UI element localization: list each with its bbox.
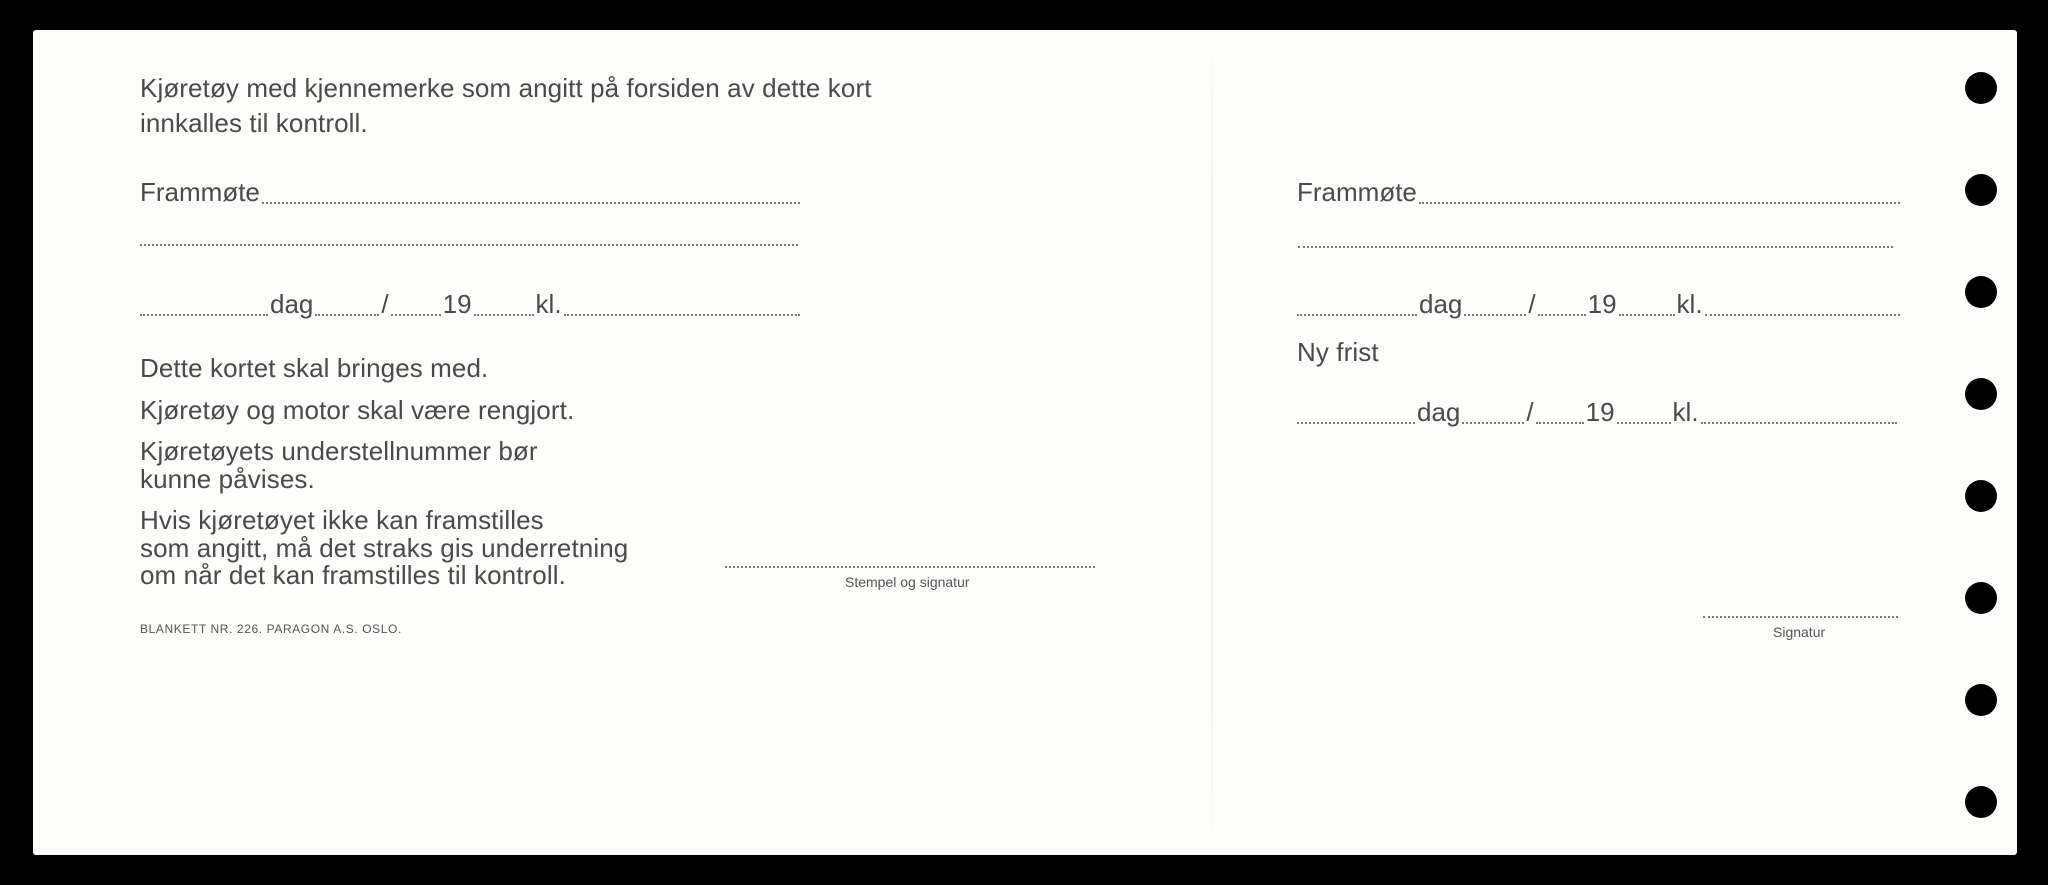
left-month-field[interactable] xyxy=(391,290,441,316)
right-dag-label: dag xyxy=(1419,289,1463,319)
left-day-number-field[interactable] xyxy=(315,290,379,316)
ny-frist-kl-label: kl. xyxy=(1672,397,1699,427)
ny-frist-day-number-field[interactable] xyxy=(1462,398,1524,424)
note-chassis-line-1: Kjøretøyets understellnummer bør xyxy=(140,436,538,466)
left-day-field[interactable] xyxy=(140,290,268,316)
form-footer: BLANKETT NR. 226. PARAGON A.S. OSLO. xyxy=(140,622,402,636)
note-bring-card: Dette kortet skal bringes med. xyxy=(140,353,489,383)
punch-hole xyxy=(1965,786,1997,818)
right-day-field[interactable] xyxy=(1297,290,1417,316)
ny-frist-month-field[interactable] xyxy=(1536,398,1584,424)
intro-line-2: innkalles til kontroll. xyxy=(140,108,368,138)
right-signature-label: Signatur xyxy=(1773,624,1826,640)
left-year-prefix: 19 xyxy=(442,289,472,319)
ny-frist-slash: / xyxy=(1526,397,1534,427)
left-year-field[interactable] xyxy=(474,290,534,316)
left-frammote-field-line2[interactable] xyxy=(140,244,798,246)
right-frammote-row xyxy=(1297,174,1900,210)
inspection-card xyxy=(33,30,2017,855)
intro-line-1: Kjøretøy med kjennemerke som angitt på forsiden av dette kort xyxy=(140,73,872,103)
punch-hole xyxy=(1965,582,1997,614)
right-frammote-field-line2[interactable] xyxy=(1298,246,1893,248)
right-year-field[interactable] xyxy=(1619,290,1675,316)
ny-frist-label: Ny frist xyxy=(1297,337,1379,367)
right-kl-label: kl. xyxy=(1676,289,1703,319)
right-day-number-field[interactable] xyxy=(1464,290,1526,316)
note-clean-vehicle: Kjøretøy og motor skal være rengjort. xyxy=(140,395,575,425)
left-date-row xyxy=(140,286,800,322)
note-notify-line-1: Hvis kjøretøyet ikke kan framstilles xyxy=(140,505,544,535)
punch-hole xyxy=(1965,72,1997,104)
note-notify-line-2: som angitt, må det straks gis underretning xyxy=(140,533,629,563)
ny-frist-year-prefix: 19 xyxy=(1585,397,1615,427)
fold-line xyxy=(1211,30,1213,855)
ny-frist-date-row xyxy=(1297,394,1897,430)
right-month-field[interactable] xyxy=(1538,290,1586,316)
right-slash: / xyxy=(1528,289,1536,319)
ny-frist-year-field[interactable] xyxy=(1617,398,1671,424)
left-kl-label: kl. xyxy=(535,289,562,319)
note-notify-line-3: om når det kan framstilles til kontroll. xyxy=(140,560,566,590)
right-frammote-field[interactable] xyxy=(1419,178,1900,204)
ny-frist-time-field[interactable] xyxy=(1701,398,1897,424)
right-date-row xyxy=(1297,286,1900,322)
ny-frist-day-field[interactable] xyxy=(1297,398,1415,424)
note-chassis-line-2: kunne påvises. xyxy=(140,464,315,494)
ny-frist-dag-label: dag xyxy=(1417,397,1461,427)
punch-hole xyxy=(1965,378,1997,410)
left-time-field[interactable] xyxy=(564,290,800,316)
left-frammote-row xyxy=(140,174,800,210)
left-frammote-label: Frammøte xyxy=(140,177,260,207)
punch-hole xyxy=(1965,480,1997,512)
punch-hole xyxy=(1965,684,1997,716)
left-dag-label: dag xyxy=(270,289,314,319)
right-signature-line-shadow xyxy=(1703,616,1898,618)
right-time-field[interactable] xyxy=(1705,290,1900,316)
left-frammote-field[interactable] xyxy=(262,178,800,204)
left-slash: / xyxy=(381,289,389,319)
right-frammote-label: Frammøte xyxy=(1297,177,1417,207)
stamp-signature-label: Stempel og signatur xyxy=(845,574,970,590)
right-year-prefix: 19 xyxy=(1587,289,1617,319)
punch-hole xyxy=(1965,174,1997,206)
punch-hole xyxy=(1965,276,1997,308)
stamp-signature-line[interactable] xyxy=(725,566,1095,568)
